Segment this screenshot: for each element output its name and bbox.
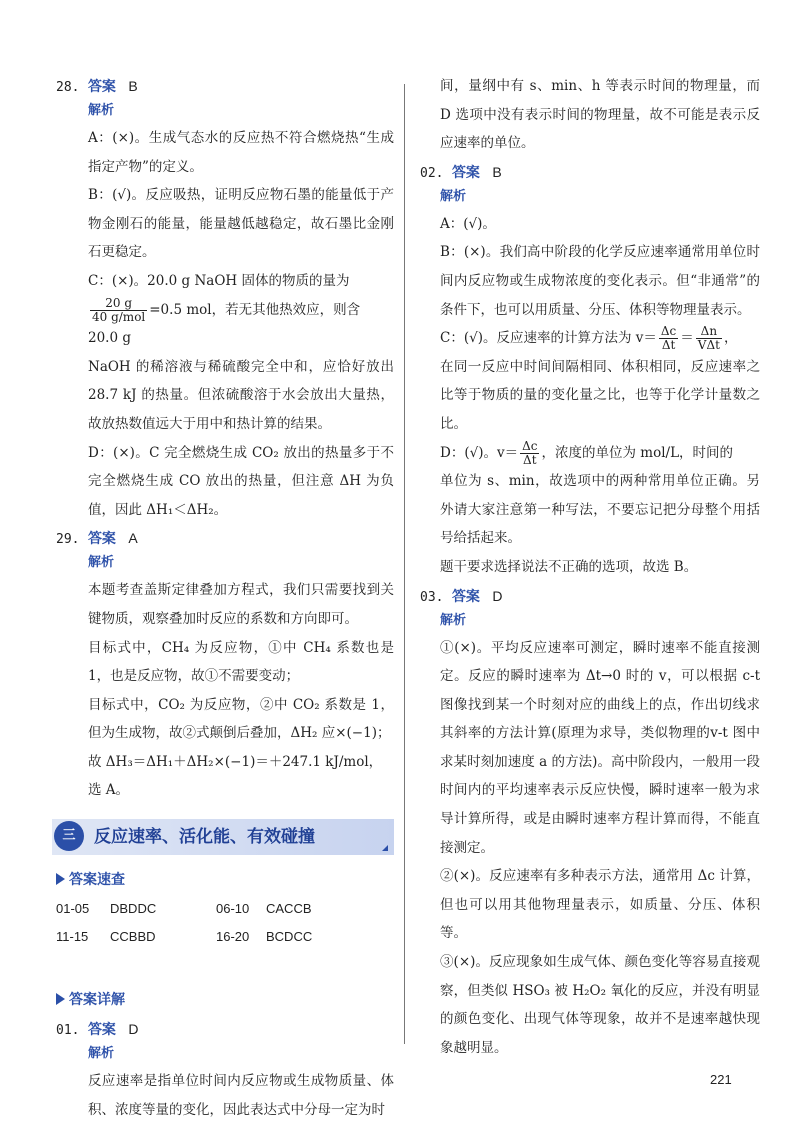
fraction-numerator: 20 g (90, 297, 147, 311)
corner-triangle-icon (382, 845, 388, 851)
fraction (520, 440, 539, 467)
q02-para-d-tail: ，浓度的单位为 mol/L，时间的 (541, 444, 734, 461)
q28-para-c: C：(×)。20.0 g NaOH 固体的物质的量为 (88, 272, 350, 289)
q02-para-c-head: C：(√)。反应速率的计算方法为 v＝ (440, 330, 657, 347)
quick-answers-row (56, 895, 394, 923)
q29-analysis-label: 解析 (88, 555, 115, 571)
answer-string: DBDDC (110, 901, 157, 917)
equals-sign: ＝ (680, 330, 694, 347)
answer-value: A (128, 530, 138, 547)
q02-para-c-tail: ， (723, 330, 738, 347)
q02-para-a: A：(√)。 (440, 215, 496, 232)
q02-para-c-cont: 在同一反应中时间间隔相同、体积相同，反应速率之比等于物质的量的变化量之比，也等于化学计量数之比。 (440, 358, 760, 432)
q29-para-5: 选 A。 (88, 782, 130, 799)
q03-para-3: ③(×)。反应现象如生成气体、颜色变化等容易直接观察，但类似 HSO₃ 被 H₂O₂ 氧化的反应，并没有明显的颜色变化、出现气体等现象，故并不是速率越快现象越明显。 (440, 954, 760, 1056)
section-banner (52, 819, 394, 855)
q03-para-1: ①(×)。平均反应速率可测定，瞬时速率不能直接测定。反应的瞬时速率为 Δt→0 时的 v，可以根据 c-t 图像找到某一个时刻对应的曲线上的点，作出切线求其斜率的方法计算(原理为求导，类似物理的v-t 图中求某时刻加速度 a 的方法)。高中阶段内，一般用一段时间内的平均速率表示反应快慢，瞬时速率一般为求导计算所得，或是由瞬时速率方程计算而得，不能直接测定。 (440, 639, 760, 856)
answer-label: 答案 (451, 164, 480, 181)
range-label: 16-20 (216, 929, 250, 945)
range-label: 11-15 (56, 929, 89, 945)
triangle-right-icon (56, 873, 65, 885)
question-number: 01. (56, 1023, 80, 1039)
q28-para-b: B：(√)。反应吸热，证明反应物石墨的能量低于产物金刚石的能量，能量越低越稳定，故石墨比金刚石更稳定。 (88, 187, 394, 261)
q01-para-1-cont: 间，量纲中有 s、min、h 等表示时间的物理量，而 D 选项中没有表示时间的物理量，故不可能是表示反应速率的单位。 (440, 78, 760, 152)
answer-label: 答案 (451, 588, 480, 605)
range-label: 06-10 (216, 901, 250, 917)
q28-para-c-tail: =0.5 mol，若无其他热效应，则含 20.0 g (88, 301, 361, 347)
quick-answers-heading (56, 865, 394, 895)
question-number: 03. (420, 589, 444, 605)
answer-value: B (128, 78, 138, 94)
answer-string: CCBBD (110, 929, 156, 945)
q29-para-4: 故 ΔH₃＝ΔH₁＋ΔH₂×(−1)＝＋247.1 kJ/mol， (88, 753, 383, 770)
q03-answer-header (420, 584, 760, 608)
q02-para-d-head: D：(√)。v＝ (440, 444, 519, 461)
q02-para-c (420, 324, 760, 353)
answer-value: D (128, 1021, 139, 1038)
fraction-denominator: Δt (523, 452, 537, 467)
right-column (420, 72, 760, 1062)
q01-analysis-label: 解析 (88, 1046, 115, 1062)
q29-para-3: 目标式中，CO₂ 为反应物，②中 CO₂ 系数是 1，但为生成物，故②式颠倒后叠加，ΔH₂ 应×(−1)； (88, 696, 394, 742)
answer-value: D (492, 587, 503, 604)
quick-answers-row (56, 923, 394, 951)
q28-answer-header (56, 74, 394, 98)
fraction (90, 297, 147, 324)
quick-answers-title: 答案速查 (69, 872, 125, 889)
answer-string: BCDCC (266, 929, 313, 945)
question-number: 28. (56, 80, 80, 95)
answer-string: CACCB (266, 901, 312, 917)
fraction-denominator: Δt (661, 338, 676, 353)
q02-conclusion: 题干要求选择说法不正确的选项，故选 B。 (440, 558, 698, 575)
q03-analysis-label: 解析 (440, 612, 467, 628)
answer-label: 答案 (87, 79, 116, 95)
left-column (56, 72, 394, 1124)
q28-para-c-fraction-line (56, 296, 394, 353)
answer-label: 答案 (87, 1022, 116, 1039)
q29-answer-header (56, 526, 394, 550)
column-divider (404, 84, 405, 1044)
q29-para-2: 目标式中，CH₄ 为反应物，①中 CH₄ 系数也是 1，也是反应物，故①不需要变动； (88, 639, 394, 685)
fraction-denominator: 40 g/mol (92, 309, 146, 324)
q02-para-d-cont: 单位为 s、min，故选项中的两种常用单位正确。另外请大家注意第一种写法，不要忘记把分母整个用括号给括起来。 (440, 473, 760, 547)
q02-para-d (420, 439, 760, 468)
answer-label: 答案 (87, 531, 116, 548)
fraction-numerator: Δn (696, 325, 722, 339)
question-number: 02. (420, 165, 444, 181)
fraction-denominator: VΔt (697, 338, 720, 353)
q02-analysis-label: 解析 (440, 188, 467, 204)
q28-analysis-label: 解析 (88, 103, 115, 118)
detailed-answers-heading (56, 985, 394, 1015)
fraction (696, 325, 722, 352)
q28-para-d: D：(×)。C 完全燃烧生成 CO₂ 放出的热量多于不完全燃烧生成 CO 放出的热量，但注意 ΔH 为负值，因此 ΔH₁＜ΔH₂。 (88, 444, 394, 518)
triangle-right-icon (56, 993, 65, 1005)
q28-para-c-cont: NaOH 的稀溶液与稀硫酸完全中和，应恰好放出28.7 kJ 的热量。但浓硫酸溶于水会放出大量热，故放热数值远大于用中和热计算的结果。 (88, 358, 394, 432)
q29-para-1: 本题考查盖斯定律叠加方程式，我们只需要找到关键物质，观察叠加时反应的系数和方向即可。 (88, 582, 394, 627)
detailed-answers-title: 答案详解 (69, 992, 125, 1009)
q02-answer-header (420, 160, 760, 184)
fraction (659, 325, 678, 352)
q02-para-b: B：(×)。我们高中阶段的化学反应速率通常用单位时间内反应物或生成物浓度的变化表示。但“非通常”的条件下，也可以用质量、分压、体积等物理量表示。 (440, 244, 760, 318)
section-title: 反应速率、活化能、有效碰撞 (94, 827, 315, 848)
fraction-numerator: Δc (660, 324, 677, 339)
q01-answer-header (56, 1017, 394, 1041)
q03-para-2: ②(×)。反应速率有多种表示方法，通常用 Δc 计算，但也可以用其他物理量表示，如质量、分压、体积等。 (440, 868, 760, 942)
q28-para-a: A：(×)。生成气态水的反应热不符合燃烧热“生成指定产物”的定义。 (88, 130, 394, 175)
spacer (56, 951, 394, 981)
range-label: 01-05 (56, 901, 90, 917)
q01-para-1: 反应速率是指单位时间内反应物或生成物质量、体积、浓度等量的变化，因此表达式中分母一定为时 (88, 1073, 394, 1118)
answer-value: B (492, 163, 502, 180)
fraction-numerator: Δc (522, 438, 538, 453)
page-number: 221 (710, 1072, 732, 1087)
question-number: 29. (56, 532, 80, 548)
section-number-badge: 三 (54, 821, 84, 851)
